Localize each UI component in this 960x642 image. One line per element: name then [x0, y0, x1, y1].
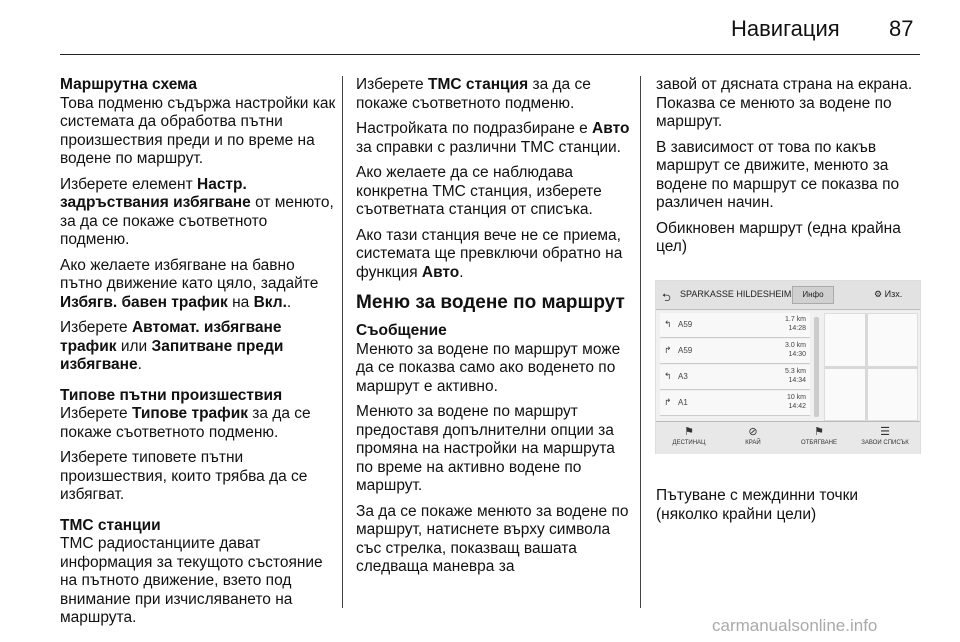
- cancel-flag-icon: ⊘: [748, 426, 758, 438]
- avoid-button[interactable]: [788, 424, 850, 446]
- text: от менюто, за да се покаже съответното подменю.: [60, 194, 334, 248]
- map-road: [825, 366, 917, 369]
- road-name: A59: [678, 346, 693, 355]
- text: .: [286, 293, 292, 311]
- paragraph: Обикновен маршрут (една крайна цел): [656, 219, 901, 255]
- paragraph: [60, 319, 336, 375]
- flag-icon: ⚑: [814, 426, 824, 438]
- distance-time: [785, 315, 806, 333]
- road-name: A1: [678, 398, 688, 407]
- end-button[interactable]: [722, 424, 784, 446]
- column-2: [356, 76, 631, 584]
- map-preview[interactable]: [824, 313, 918, 421]
- road-name: A59: [678, 320, 693, 329]
- info-button[interactable]: Инфо: [792, 286, 834, 304]
- paragraph: За да се покаже менюто за водене по маршрут, натиснете върху символа със стрелка, показващ вашата следваща маневра за: [356, 502, 629, 575]
- menu-term: Избягв. бавен трафик: [60, 293, 228, 311]
- arrival-time: 14:42: [788, 403, 806, 410]
- navigation-screen-illustration: [655, 280, 921, 454]
- page-header-title: Навигация: [731, 16, 840, 41]
- exit-button[interactable]: [874, 289, 902, 300]
- section-heading: ТМС станции: [60, 516, 161, 534]
- menu-term: Типове трафик: [131, 405, 248, 422]
- destination-title: SPARKASSE HILDESHEIM: [680, 289, 792, 299]
- note-box: [356, 322, 631, 396]
- distance-time: [787, 393, 806, 411]
- section-tmc-stations: [60, 517, 336, 628]
- menu-term: Запитване преди избягване: [60, 337, 284, 373]
- text: Настройката по подразбиране е: [356, 120, 593, 137]
- column-divider-1: [342, 76, 343, 608]
- text: Изберете: [60, 405, 132, 422]
- text: .: [137, 356, 142, 373]
- paragraph: [356, 227, 631, 283]
- screen-bottom-bar: [656, 421, 920, 454]
- menu-term: Вкл.: [253, 293, 287, 311]
- menu-term: Настр. задръствания избягване: [60, 175, 251, 211]
- exit-label: Изх.: [884, 289, 903, 299]
- distance: 10 km: [786, 394, 806, 401]
- button-label: ЗАВОИ СПИСЪК: [861, 440, 909, 446]
- section-route-scheme: [60, 76, 336, 169]
- distance: 1.7 km: [784, 316, 806, 323]
- maneuver-row[interactable]: [660, 313, 810, 338]
- header-rule: [60, 54, 920, 55]
- text: Изберете: [356, 76, 428, 93]
- button-label: КРАЙ: [745, 440, 761, 446]
- text: Ако тази станция вече не се приема, системата ще превключи обратно на функция: [356, 226, 623, 281]
- arrival-time: 14:28: [788, 325, 806, 332]
- paragraph: Ако желаете да се наблюдава конкретна ТМС станция, изберете съответната станция от списъка.: [356, 164, 602, 218]
- paragraph: Това подменю съдържа настройки как системата да обработва пътни произшествия преди и по време на водене по маршрут.: [60, 94, 336, 167]
- menu-term: Автомат. избягване трафик: [60, 319, 282, 355]
- illustration-caption: Пътуване с междинни точки (няколко крайни цели): [656, 487, 859, 523]
- text: за да се покаже съответното подменю.: [60, 405, 311, 441]
- screen-top-bar: [656, 281, 920, 310]
- paragraph: [60, 176, 336, 250]
- arrival-time: 14:30: [788, 351, 806, 358]
- text: на: [227, 293, 254, 311]
- section-incident-types: [60, 387, 336, 443]
- turn-right-icon: ↱: [664, 397, 672, 407]
- note-heading: Съобщение: [356, 322, 447, 339]
- column-divider-2: [640, 76, 641, 608]
- destination-button[interactable]: [658, 424, 720, 446]
- paragraph: [356, 120, 631, 157]
- list-scrollbar[interactable]: [814, 317, 819, 417]
- maneuver-row[interactable]: [660, 391, 810, 416]
- text: за справки с различни ТМС станции.: [356, 138, 621, 156]
- watermark: carmanualsonline.info: [712, 616, 878, 635]
- paragraph: В зависимост от това по какъв маршрут се движите, менюто за водене по маршрут се показва по различен начин.: [656, 138, 900, 211]
- paragraph: [60, 257, 336, 313]
- text: Изберете: [60, 319, 132, 336]
- paragraph: завой от дясната страна на екрана. Показва се менюто за водене по маршрут.: [656, 76, 913, 130]
- text: или: [116, 337, 152, 355]
- button-label: ДЕСТИНАЦ: [672, 440, 706, 446]
- maneuver-row[interactable]: [660, 365, 810, 390]
- menu-term: Авто: [592, 120, 630, 137]
- page-number: 87: [889, 16, 914, 41]
- distance: 5.3 km: [784, 368, 806, 375]
- paragraph: Менюто за водене по маршрут предоставя допълнителни опции за промяна на настройки на маршрута по време на активно водене по маршрут.: [356, 403, 615, 494]
- distance-time: [785, 341, 806, 359]
- column-3: [656, 76, 926, 264]
- turn-list-button[interactable]: [854, 424, 916, 446]
- paragraph: [356, 76, 631, 113]
- text: за да се покаже съответното подменю.: [356, 76, 591, 112]
- section-heading: Маршрутна схема: [60, 76, 198, 93]
- note-text: Менюто за водене по маршрут може да се показва само ако воденето по маршрут е активно.: [356, 340, 621, 395]
- list-icon: ☰: [880, 426, 890, 438]
- road-name: A3: [678, 372, 688, 381]
- arrival-time: 14:34: [788, 377, 806, 384]
- turn-right-icon: ↱: [664, 345, 672, 355]
- button-label: ОТБЯГВАНЕ: [801, 440, 837, 446]
- gear-icon: ⚙: [874, 289, 883, 299]
- turn-left-icon: ↰: [664, 371, 672, 381]
- text: .: [459, 263, 464, 281]
- menu-term: Авто: [421, 263, 460, 281]
- turn-left-icon: ↰: [664, 319, 672, 329]
- section-heading: Типове пътни произшествия: [60, 386, 283, 404]
- paragraph: Изберете типовете пътни произшествия, които трябва да се избягват.: [60, 449, 308, 503]
- flag-icon: ⚑: [684, 426, 694, 438]
- maneuver-row[interactable]: [660, 339, 810, 364]
- menu-term: ТМС станция: [427, 76, 529, 93]
- distance: 3.0 km: [784, 342, 806, 349]
- back-arrow-icon[interactable]: ⮌: [662, 292, 671, 304]
- column-1: [60, 76, 336, 635]
- distance-time: [785, 367, 806, 385]
- text: Изберете елемент: [60, 175, 197, 193]
- section-heading-guidance-menu: Меню за водене по маршрут: [356, 292, 625, 313]
- paragraph: ТМС радиостанциите дават информация за текущото състояние на пътното движение, взето под внимание при изчисляването на маршрута.: [60, 535, 323, 626]
- text: Ако желаете избягване на бавно пътно движение като цяло, задайте: [60, 256, 319, 292]
